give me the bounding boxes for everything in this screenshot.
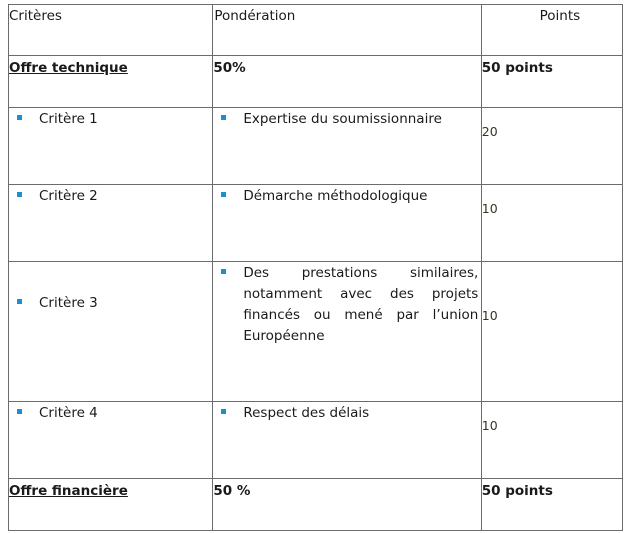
square-bullet-icon — [221, 192, 226, 197]
square-bullet-icon — [221, 409, 226, 414]
criterion-name: Critère 4 — [39, 405, 98, 421]
technical-offer-points-cell — [481, 56, 622, 108]
square-bullet-icon — [17, 409, 22, 414]
financial-offer-points: 50 points — [481, 483, 553, 499]
evaluation-criteria-table — [8, 4, 623, 531]
criterion-description-cell — [213, 262, 481, 402]
table-row — [9, 402, 623, 479]
criterion-cell — [9, 185, 213, 262]
criterion-description: Respect des délais — [243, 405, 370, 421]
square-bullet-icon — [17, 115, 22, 120]
technical-offer-row — [9, 56, 623, 108]
square-bullet-icon — [17, 299, 22, 304]
header-cell-weighting — [213, 5, 481, 56]
table-row — [9, 185, 623, 262]
technical-offer-points: 50 points — [481, 60, 553, 76]
criterion-points-cell — [481, 185, 622, 262]
criterion-description-cell — [213, 185, 481, 262]
criterion-cell — [9, 262, 213, 402]
table-row — [9, 108, 623, 185]
criterion-description-cell — [213, 108, 481, 185]
criterion-description: Expertise du soumissionnaire — [243, 111, 442, 127]
header-weighting: Pondération — [214, 8, 296, 24]
criterion-points: 10 — [481, 418, 498, 433]
square-bullet-icon — [221, 115, 226, 120]
criterion-points-cell — [481, 108, 622, 185]
header-cell-criteria — [9, 5, 213, 56]
criterion-description-cell — [213, 402, 481, 479]
criterion-points-cell — [481, 262, 622, 402]
table-row — [9, 262, 623, 402]
financial-offer-row — [9, 479, 623, 531]
criterion-points: 10 — [481, 308, 498, 323]
technical-offer-label-cell — [9, 56, 213, 108]
header-criteria: Critères — [9, 8, 62, 24]
financial-offer-label: Offre financière — [9, 483, 128, 499]
criterion-name: Critère 1 — [39, 111, 98, 127]
technical-offer-weighting: 50% — [213, 60, 246, 76]
criterion-points: 20 — [481, 124, 498, 139]
technical-offer-weighting-cell — [213, 56, 481, 108]
technical-offer-label: Offre technique — [9, 60, 128, 76]
header-points: Points — [539, 8, 581, 24]
financial-offer-weighting: 50 % — [213, 483, 251, 499]
criterion-cell — [9, 108, 213, 185]
criterion-name: Critère 2 — [39, 188, 98, 204]
square-bullet-icon — [17, 192, 22, 197]
criterion-description: Démarche méthodologique — [243, 188, 428, 204]
criterion-cell — [9, 402, 213, 479]
financial-offer-points-cell — [481, 479, 622, 531]
header-cell-points — [481, 5, 622, 56]
criterion-points: 10 — [481, 201, 498, 216]
criterion-description: Des prestations similaires, notamment avec des projets financés ou mené par l’union Européenne — [243, 265, 479, 344]
criterion-name: Critère 3 — [39, 294, 98, 311]
square-bullet-icon — [221, 269, 226, 274]
criterion-points-cell — [481, 402, 622, 479]
financial-offer-label-cell — [9, 479, 213, 531]
table-header-row — [9, 5, 623, 56]
financial-offer-weighting-cell — [213, 479, 481, 531]
